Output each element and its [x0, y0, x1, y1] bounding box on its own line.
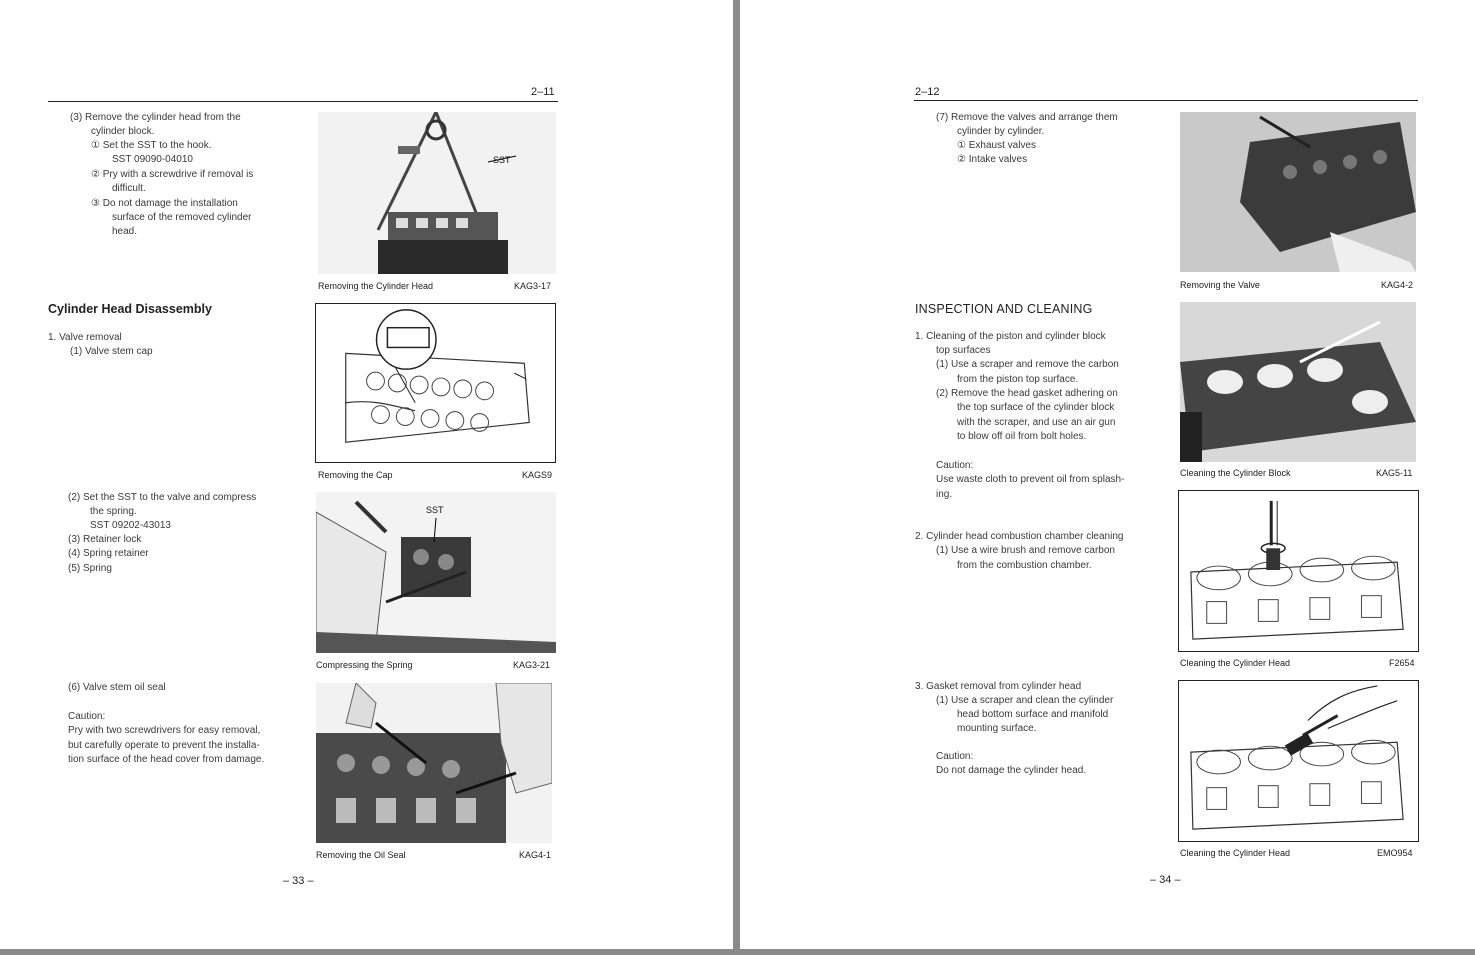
- text-line: Use waste cloth to prevent oil from splash-: [936, 474, 1125, 485]
- text-line: ing.: [936, 489, 953, 500]
- figure-code: KAG4-2: [1381, 280, 1414, 290]
- sst-label: SST: [426, 505, 444, 515]
- text-line: the spring.: [90, 506, 137, 517]
- text-line: Caution:: [936, 751, 974, 762]
- figure-removing-cap: [315, 303, 556, 463]
- text-line: (6) Valve stem oil seal: [68, 682, 166, 693]
- page-header-number: 2–12: [915, 86, 940, 98]
- text-line: 3. Gasket removal from cylinder head: [915, 681, 1082, 692]
- figure-caption: Removing the Oil Seal: [316, 850, 406, 860]
- text-line: (7) Remove the valves and arrange them: [936, 112, 1118, 123]
- figure-removing-cylinder-head: [318, 112, 556, 274]
- text-line: Caution:: [936, 460, 974, 471]
- page-footer-number: – 33 –: [283, 875, 314, 887]
- text-line: (4) Spring retainer: [68, 548, 149, 559]
- right-page: [740, 0, 1475, 949]
- text-line: the top surface of the cylinder block: [957, 402, 1115, 413]
- text-line: to blow off oil from bolt holes.: [957, 431, 1087, 442]
- text-line: mounting surface.: [957, 723, 1037, 734]
- text-line: top surfaces: [936, 345, 991, 356]
- figure-removing-oil-seal: [316, 683, 552, 843]
- figure-cleaning-cylinder-head-brush: [1178, 490, 1419, 652]
- text-line: 2. Cylinder head combustion chamber cleaning: [915, 531, 1124, 542]
- figure-code: EMO954: [1377, 848, 1413, 858]
- figure-code: KAG3-17: [514, 281, 552, 291]
- text-line: ③ Do not damage the installation: [91, 198, 238, 209]
- figure-cleaning-cylinder-block: [1180, 302, 1416, 462]
- figure-caption: Cleaning the Cylinder Head: [1180, 848, 1291, 858]
- text-line: from the combustion chamber.: [957, 560, 1092, 571]
- text-line: ② Intake valves: [957, 154, 1028, 165]
- text-line: (3) Retainer lock: [68, 534, 142, 545]
- text-line: SST 09202-43013: [90, 520, 171, 531]
- figure-cleaning-cylinder-head-scraper: [1178, 680, 1419, 842]
- figure-code: F2654: [1389, 658, 1415, 668]
- figure-code: KAG3-21: [513, 660, 551, 670]
- text-line: with the scraper, and use an air gun: [957, 417, 1116, 428]
- figure-removing-valve: [1180, 112, 1416, 272]
- header-rule: [914, 100, 1418, 101]
- text-line: difficult.: [112, 183, 146, 194]
- text-line: ① Set the SST to the hook.: [91, 140, 212, 151]
- text-line: SST 09090-04010: [112, 154, 193, 165]
- text-line: 1. Cleaning of the piston and cylinder block: [915, 331, 1106, 342]
- text-line: Do not damage the cylinder head.: [936, 765, 1087, 776]
- text-line: (2) Remove the head gasket adhering on: [936, 388, 1118, 399]
- text-line: tion surface of the head cover from damage.: [68, 754, 265, 765]
- text-line: Pry with two screwdrivers for easy removal,: [68, 725, 261, 736]
- figure-code: KAGS9: [522, 470, 553, 480]
- left-page: [0, 0, 733, 949]
- sst-label: SST: [493, 155, 511, 165]
- figure-caption: Removing the Cap: [318, 470, 393, 480]
- text-line: cylinder block.: [91, 126, 155, 137]
- text-line: head bottom surface and manifold: [957, 709, 1109, 720]
- text-line: ② Pry with a screwdrive if removal is: [91, 169, 254, 180]
- figure-caption: Removing the Cylinder Head: [318, 281, 434, 291]
- text-line: (3) Remove the cylinder head from the: [70, 112, 241, 123]
- text-line: cylinder by cylinder.: [957, 126, 1045, 137]
- text-line: but carefully operate to prevent the installa-: [68, 740, 260, 751]
- text-line: from the piston top surface.: [957, 374, 1079, 385]
- text-line: (5) Spring: [68, 563, 112, 574]
- figure-compressing-spring: [316, 492, 556, 653]
- text-line: (1) Use a scraper and remove the carbon: [936, 359, 1119, 370]
- figure-caption: Removing the Valve: [1180, 280, 1260, 290]
- text-line: (1) Use a scraper and clean the cylinder: [936, 695, 1114, 706]
- header-rule: [48, 101, 558, 102]
- figure-caption: Cleaning the Cylinder Head: [1180, 658, 1291, 668]
- section-title: Cylinder Head Disassembly: [48, 302, 212, 316]
- text-line: (2) Set the SST to the valve and compress: [68, 492, 257, 503]
- figure-code: KAG5-11: [1376, 468, 1413, 478]
- page-header-number: 2–11: [531, 86, 555, 98]
- text-line: surface of the removed cylinder: [112, 212, 252, 223]
- figure-caption: Compressing the Spring: [316, 660, 413, 670]
- page-footer-number: – 34 –: [1150, 874, 1181, 886]
- section-title: INSPECTION AND CLEANING: [915, 302, 1093, 316]
- text-line: (1) Use a wire brush and remove carbon: [936, 545, 1115, 556]
- figure-caption: Cleaning the Cylinder Block: [1180, 468, 1291, 478]
- text-line: 1. Valve removal: [48, 332, 122, 343]
- text-line: (1) Valve stem cap: [70, 346, 153, 357]
- text-line: head.: [112, 226, 138, 237]
- figure-code: KAG4-1: [519, 850, 552, 860]
- text-line: ① Exhaust valves: [957, 140, 1036, 151]
- text-line: Caution:: [68, 711, 106, 722]
